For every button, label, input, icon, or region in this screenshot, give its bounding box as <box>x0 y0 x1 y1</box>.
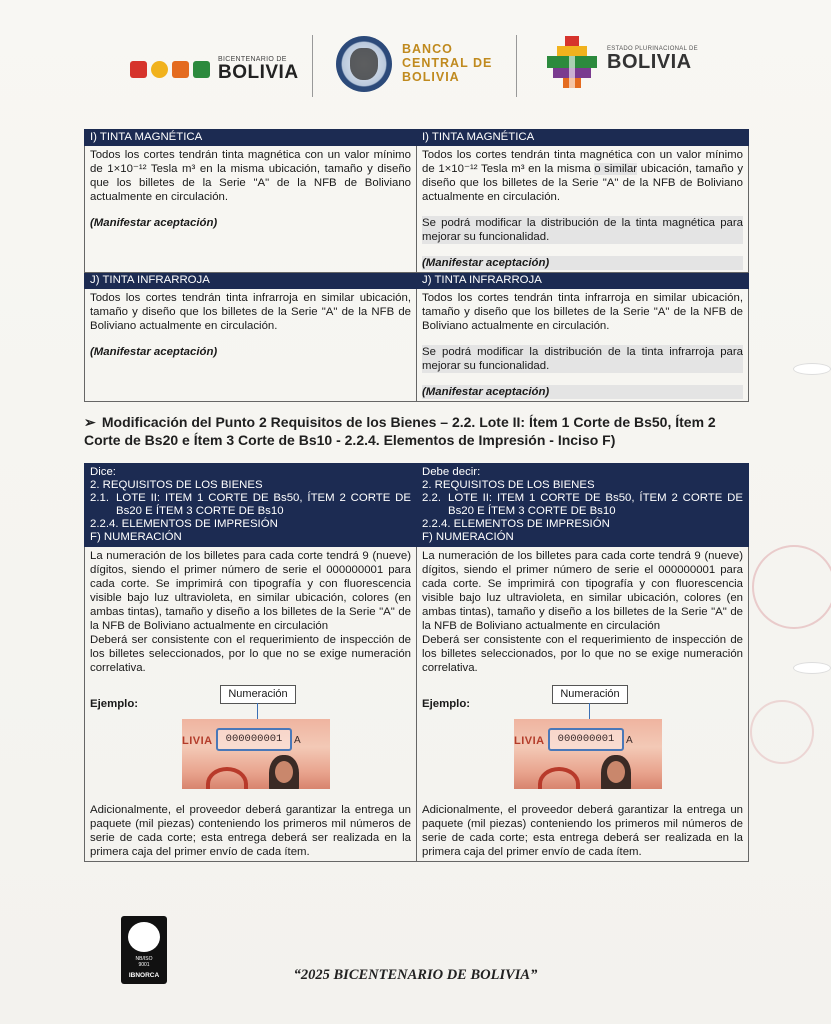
ink-comparison-table <box>84 129 749 402</box>
right-bill-arch <box>538 767 580 789</box>
left-infrared-text: Todos los cortes tendrán tinta infrarroja en similar ubicación, tamaño y diseño que los billetes de la Serie "A" de la NFB de Boliviano actualmente en circulación. <box>90 292 411 332</box>
faint-stamp <box>752 545 831 629</box>
left-example-label: Ejemplo: <box>90 698 139 710</box>
bicentenario-big-text: BOLIVIA <box>218 62 299 83</box>
estado-plurinacional-emblem-icon <box>543 34 601 92</box>
right-magnetic-text <box>422 148 743 204</box>
header-divider <box>516 35 517 97</box>
right-magnetic-text-a: Todos los cortes tendrán tinta magnética con un valor mínimo de 1×10⁻¹² Tesla m³ en la misma <box>422 149 743 175</box>
section-heading-text: Modificación del Punto 2 Requisitos de los Bienes – 2.2. Lote II: Ítem 1 Corte de Bs50, Ítem 2 Corte de Bs20 e Ítem 3 Corte de Bs10 - 2.2.4. Elementos de Impresión - Inciso F) <box>84 414 716 448</box>
left-bill-arch <box>206 767 248 789</box>
right-magnetic-title: I) TINTA MAGNÉTICA <box>417 130 749 146</box>
header-divider <box>312 35 313 97</box>
bcb-line1: BANCO <box>402 42 453 56</box>
right-example-label: Ejemplo: <box>422 698 471 710</box>
ibnorca-line1: NB/ISO <box>135 956 153 962</box>
right-infrared-text: Todos los cortes tendrán tinta infrarroja en similar ubicación, tamaño y diseño que los billetes de la Serie "A" de la NFB de Boliviano actualmente en circulación. <box>422 292 743 332</box>
right-bill-face <box>607 761 625 783</box>
right-callout-line <box>589 703 590 719</box>
bicentenario-small-text: BICENTENARIO DE <box>218 56 287 63</box>
left-bill-number: 000000001 <box>216 728 292 751</box>
right-elementos: 2.2.4. ELEMENTOS DE IMPRESIÓN <box>422 518 610 530</box>
estado-plurinacional-text <box>607 46 698 72</box>
left-infrared-title: J) TINTA INFRARROJA <box>85 273 417 289</box>
estado-big: BOLIVIA <box>607 51 692 73</box>
right-infrared-accept: (Manifestar aceptación) <box>422 385 743 399</box>
right-infrared-title: J) TINTA INFRARROJA <box>417 273 749 289</box>
bicentenario-logo <box>130 56 299 82</box>
right-example <box>422 675 743 803</box>
right-numeracion-callout: Numeración <box>552 685 628 704</box>
left-magnetic-accept: (Manifestar aceptación) <box>90 217 218 229</box>
punch-hole <box>793 662 831 674</box>
dice-label: Dice: <box>90 466 116 478</box>
right-magnetic-accept: (Manifestar aceptación) <box>422 256 743 270</box>
right-numeracion-body3: Adicionalmente, el proveedor deberá garantizar la entrega un paquete (mil piezas) conteniendo los primeros mil números de serie de cada corte; esta entrega deberá ser realizada en la primera caja del primer envío de cada ítem. <box>422 804 743 858</box>
left-numeracion-body2: Deberá ser consistente con el requerimiento de inspección de los billetes seleccionados, por lo que no se exige numeración correlativa. <box>90 634 411 674</box>
debe-decir-label: Debe decir: <box>422 466 481 478</box>
left-magnetic-title: I) TINTA MAGNÉTICA <box>85 130 417 146</box>
left-lote-row <box>90 492 411 518</box>
left-bill-face <box>275 761 293 783</box>
right-magnetic-text-b: ubicación, tamaño y diseño que los billetes de la Serie "A" de la NFB de Boliviano actualmente en circulación. <box>422 163 744 203</box>
right-infrared-mod: Se podrá modificar la distribución de la tinta infrarroja para mejorar su funcionalidad. <box>422 346 743 372</box>
left-numeracion-callout: Numeración <box>220 685 296 704</box>
punch-hole <box>793 363 831 375</box>
bcb-name <box>402 42 492 84</box>
right-bill-text: LIVIA <box>514 735 545 747</box>
left-infrared-accept: (Manifestar aceptación) <box>90 346 218 358</box>
right-banknote-image <box>514 719 662 789</box>
left-numeracion-body3: Adicionalmente, el proveedor deberá garantizar la entrega un paquete (mil piezas) conteniendo los primeros mil números de serie de cada corte; esta entrega deberá ser realizada en la primera caja del primer envío de cada ítem. <box>90 804 411 858</box>
left-requisitos: 2. REQUISITOS DE LOS BIENES <box>90 479 263 491</box>
right-magnetic-mod: Se podrá modificar la distribución de la tinta magnética para mejorar su funcionalidad. <box>422 217 743 243</box>
bcb-line2: CENTRAL DE <box>402 56 493 70</box>
ibnorca-line2: 9001 <box>138 962 150 968</box>
numeracion-comparison-table <box>84 463 749 862</box>
left-elementos: 2.2.4. ELEMENTOS DE IMPRESIÓN <box>90 518 278 530</box>
right-bill-letter: A <box>626 735 633 746</box>
right-lote-row <box>422 492 743 518</box>
right-numeracion-body1: La numeración de los billetes para cada corte tendrá 9 (nueve) dígitos, siendo el primer número de serie el 000000001 para cada corte. Se imprimirá con tipografía y con fluorescencia visible bajo luz ultravioleta, en similar ubicación, colores (en ambas tintas), tamaño y diseño a los billetes de la Serie "A" de la NFB de Boliviano actualmente en circulación <box>422 550 743 632</box>
right-magnetic-text-highlight: o similar <box>594 163 638 175</box>
faint-stamp <box>750 700 814 764</box>
bcb-seal-icon <box>336 36 392 92</box>
left-banknote-image <box>182 719 330 789</box>
left-magnetic-text: Todos los cortes tendrán tinta magnética con un valor mínimo de 1×10⁻¹² Tesla m³ en la misma ubicación, tamaño y diseño que los billetes de la Serie "A" de la NFB de Boliviano actualmente en circulación. <box>90 149 411 203</box>
left-lote-text: LOTE II: ITEM 1 CORTE DE Bs50, ÍTEM 2 CORTE DE Bs20 E ÍTEM 3 CORTE DE Bs10 <box>116 492 411 517</box>
left-numeracion-body1: La numeración de los billetes para cada corte tendrá 9 (nueve) dígitos, siendo el primer número de serie el 000000001 para cada corte. Se imprimirá con tipografía y con fluorescencia visible bajo luz ultravioleta, en similar ubicación, colores (en ambas tintas), tamaño y diseño a los billetes de la Serie "A" de la NFB de Boliviano actualmente en circulación <box>90 550 411 632</box>
check-icon <box>128 922 160 952</box>
left-bill-text: LIVIA <box>182 735 213 747</box>
right-lote-text: LOTE II: ITEM 1 CORTE DE Bs50, ÍTEM 2 CORTE DE Bs20 E ÍTEM 3 CORTE DE Bs10 <box>448 492 743 517</box>
right-lote-number: 2.2. <box>422 492 441 504</box>
left-lote-number: 2.1. <box>90 492 109 504</box>
arrow-bullet-icon: ➢ <box>84 414 96 430</box>
right-numeracion-title: F) NUMERACIÓN <box>422 531 514 543</box>
estado-small: ESTADO PLURINACIONAL DE <box>607 46 698 52</box>
left-bill-letter: A <box>294 735 301 746</box>
bcb-line3: BOLIVIA <box>402 70 460 84</box>
left-numeracion-title: F) NUMERACIÓN <box>90 531 182 543</box>
right-numeracion-body2: Deberá ser consistente con el requerimiento de inspección de los billetes seleccionados, por lo que no se exige numeración correlativa. <box>422 634 743 674</box>
right-requisitos: 2. REQUISITOS DE LOS BIENES <box>422 479 595 491</box>
section-heading <box>84 413 754 449</box>
right-bill-number: 000000001 <box>548 728 624 751</box>
page-header <box>0 30 831 105</box>
ibnorca-brand: IBNORCA <box>128 972 160 979</box>
footer-motto: “2025 BICENTENARIO DE BOLIVIA” <box>293 967 538 983</box>
left-callout-line <box>257 703 258 719</box>
left-example <box>90 675 411 803</box>
